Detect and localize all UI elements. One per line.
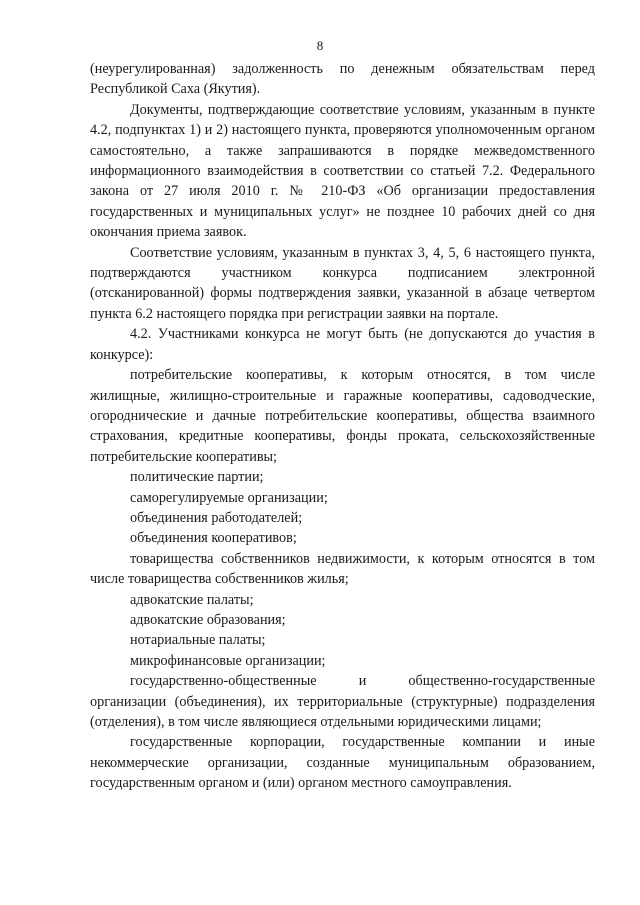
list-item-state-public-organizations: государственно-общественные и общественно-государственные организации (объединения), их территориальные (структурные) подразделения (отделения), в том числе являющиеся отдельными юридическими лицами;	[90, 673, 595, 730]
list-item-self-regulatory-organizations: саморегулируемые организации;	[130, 489, 328, 506]
paragraph-conditions-confirmation: Соответствие условиям, указанным в пунктах 3, 4, 5, 6 настоящего пункта, подтверждаются участником конкурса подписанием электронной (отсканированной) формы подтверждения заявки, указанной в абзаце четвертом пункта 6.2 настоящего порядка при регистрации заявки на портале.	[90, 244, 595, 322]
list-item-state-corporations: государственные корпорации, государственные компании и иные некоммерческие организации, созданные муниципальным образованием, государственным органом и (или) органом местного самоуправления.	[90, 734, 595, 792]
list-item-notary-chambers: нотариальные палаты;	[130, 632, 266, 649]
page-number: 8	[316, 38, 324, 53]
list-item-consumer-cooperatives: потребительские кооперативы, к которым относятся, в том числе жилищные, жилищно-строительные и гаражные кооперативы, садоводческие, огороднические и дачные потребительские кооперативы, общества взаимного страхования, кредитные кооперативы, фонды проката, сельскохозяйственные потребительские кооперативы;	[90, 367, 595, 465]
list-item-property-owner-partnerships: товарищества собственников недвижимости, к которым относятся в том числе товарищества собственников жилья;	[90, 550, 595, 588]
list-item-cooperative-associations: объединения кооперативов;	[130, 530, 297, 547]
paragraph-section-4-2-heading: 4.2. Участниками конкурса не могут быть (не допускаются до участия в конкурсе):	[90, 326, 595, 363]
list-item-employer-associations: объединения работодателей;	[130, 509, 303, 526]
list-item-political-parties: политические партии;	[130, 469, 264, 486]
list-item-bar-formations: адвокатские образования;	[130, 611, 286, 628]
list-item-bar-chambers: адвокатские палаты;	[130, 591, 254, 608]
paragraph-documents-verification: Документы, подтверждающие соответствие условиям, указанным в пункте 4.2, подпунктах 1) и 2) настоящего пункта, проверяются уполномоченным органом самостоятельно, а также запрашиваются в порядке межведомственного информационного взаимодействия в соответствии со статьей 7.2. Федерального закона от 27 июля 2010 г. № 210-ФЗ «Об организации предоставления государственных и муниципальных услуг» не позднее 10 рабочих дней со дня окончания приема заявок.	[90, 101, 595, 241]
list-item-microfinance-organizations: микрофинансовые организации;	[130, 652, 326, 669]
document-body	[90, 59, 595, 794]
paragraph-debt-continuation: (неурегулированная) задолженность по денежным обязательствам перед Республикой Саха (Якутия).	[90, 61, 595, 98]
